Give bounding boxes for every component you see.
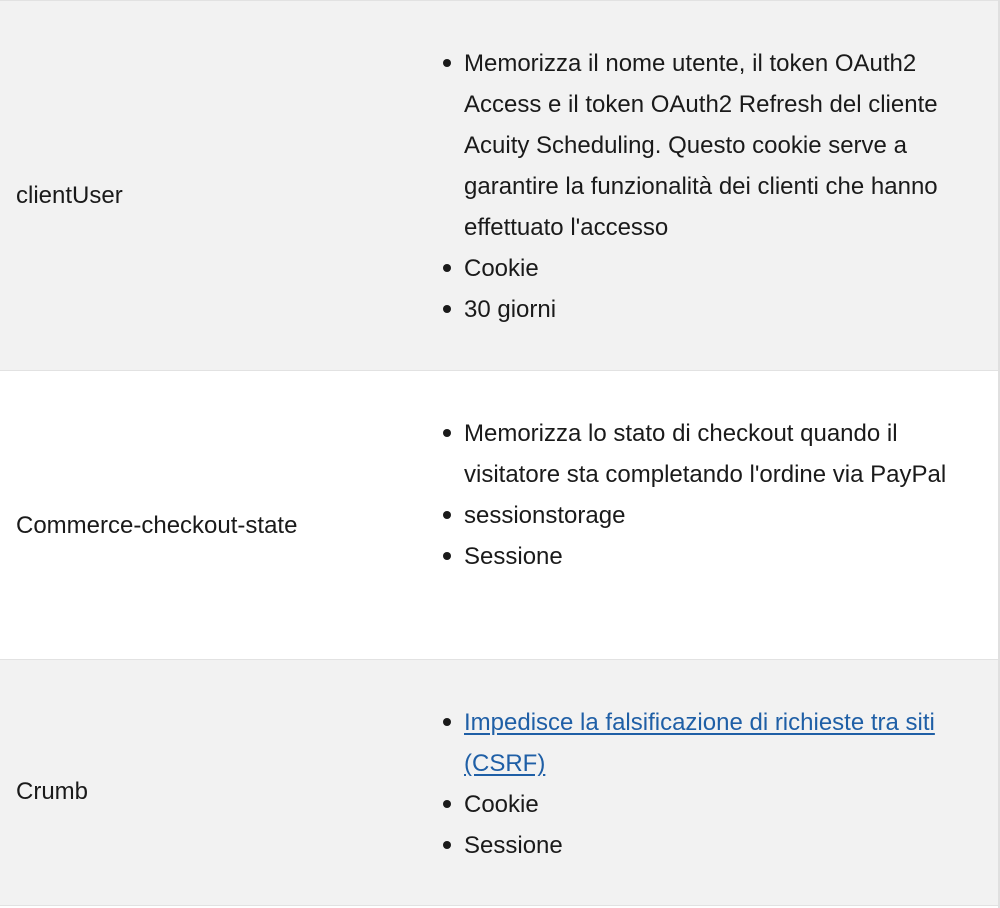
cookie-name: Crumb: [16, 778, 89, 805]
purpose-text: Memorizza il nome utente, il token OAuth2 Access e il token OAuth2 Refresh del cliente Acuity Scheduling. Questo cookie serve a garantire la funzionalità dei clienti che hanno effettuato l'accesso: [464, 50, 938, 241]
table-row: [0, 659, 998, 906]
cookie-details: [440, 702, 970, 866]
cookie-name: clientUser: [16, 182, 123, 209]
cookie-name: Commerce-checkout-state: [16, 512, 298, 539]
list-item: [440, 43, 970, 248]
bullet-icon: [443, 511, 451, 519]
cookie-details: [440, 43, 970, 330]
duration: Sessione: [464, 543, 563, 570]
list-item: [440, 784, 970, 825]
bullet-icon: [443, 264, 451, 272]
list-item: [440, 413, 970, 495]
bullet-icon: [443, 552, 451, 560]
list-item: [440, 289, 970, 330]
bullet-icon: [443, 305, 451, 313]
details-list: [440, 702, 970, 866]
storage-type: Cookie: [464, 791, 539, 818]
table-row: [0, 0, 998, 370]
list-item: [440, 825, 970, 866]
storage-type: sessionstorage: [464, 502, 626, 529]
bullet-icon: [443, 718, 451, 726]
list-item: [440, 702, 970, 784]
purpose-text: Memorizza lo stato di checkout quando il visitatore sta completando l'ordine via PayPal: [464, 420, 947, 488]
bullet-icon: [443, 429, 451, 437]
duration: 30 giorni: [464, 296, 557, 323]
list-item: [440, 495, 970, 536]
details-list: [440, 413, 970, 577]
bullet-icon: [443, 59, 451, 67]
bullet-icon: [443, 841, 451, 849]
duration: Sessione: [464, 832, 563, 859]
storage-type: Cookie: [464, 255, 539, 282]
list-item: [440, 248, 970, 289]
list-item: [440, 536, 970, 577]
cookie-details: [440, 413, 970, 577]
bullet-icon: [443, 800, 451, 808]
table-row: [0, 370, 998, 659]
csrf-link[interactable]: Impedisce la falsificazione di richieste tra siti (CSRF): [464, 709, 935, 777]
details-list: [440, 43, 970, 330]
